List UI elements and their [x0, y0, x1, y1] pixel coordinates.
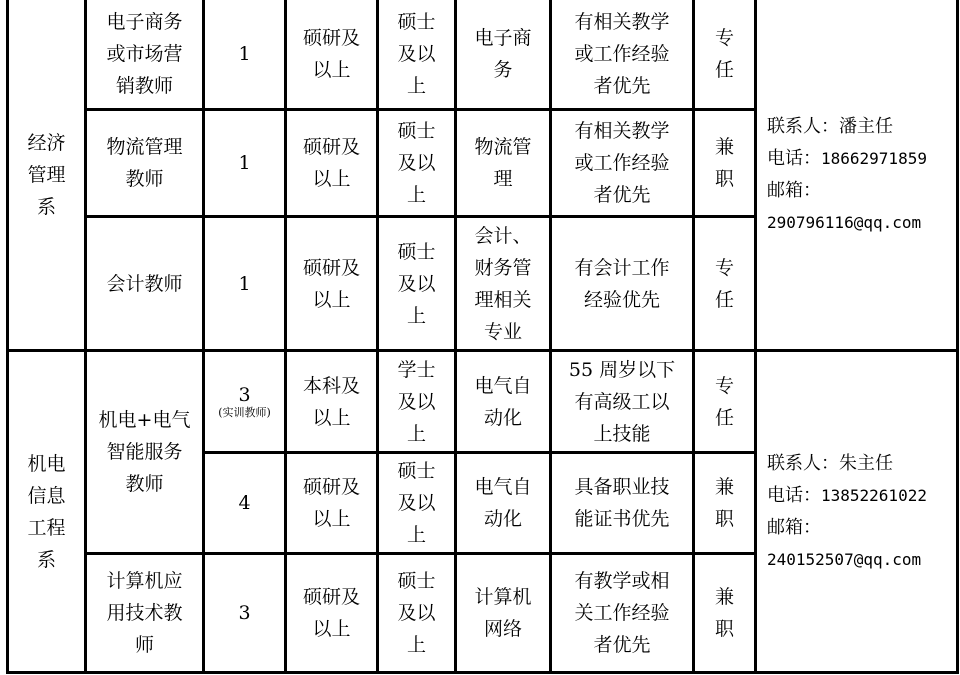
count-cell: 3: [204, 554, 286, 673]
department-name: 机电 信息 工程 系: [8, 351, 86, 673]
degree-cell: 硕士 及以 上: [378, 217, 456, 351]
position-cell: 机电+电气 智能服务 教师: [86, 351, 204, 554]
major-cell: 电气自 动化: [456, 351, 551, 453]
contact-email-label: 邮箱：: [767, 179, 821, 201]
table-row: [8, 0, 958, 110]
education-cell: 硕研及 以上: [286, 217, 378, 351]
recruitment-table: [6, 0, 959, 674]
count-cell: 3 (实训教师): [204, 351, 286, 453]
education-cell: 硕研及 以上: [286, 453, 378, 554]
employment-type-cell: 兼 职: [694, 110, 756, 217]
degree-cell: 学士 及以 上: [378, 351, 456, 453]
position-cell: 物流管理 教师: [86, 110, 204, 217]
requirement-cell: 有相关教学 或工作经验 者优先: [551, 110, 694, 217]
employment-type-cell: 专 任: [694, 0, 756, 110]
education-cell: 本科及 以上: [286, 351, 378, 453]
major-cell: 计算机 网络: [456, 554, 551, 673]
contact-email: 240152507@qq.com: [767, 549, 922, 569]
education-cell: 硕研及 以上: [286, 0, 378, 110]
department-name: 经济 管理 系: [8, 0, 86, 351]
contact-email-label: 邮箱：: [767, 516, 821, 538]
requirement-cell: 有教学或相 关工作经验 者优先: [551, 554, 694, 673]
requirement-cell: 有会计工作 经验优先: [551, 217, 694, 351]
degree-cell: 硕士 及以 上: [378, 0, 456, 110]
position-cell: 电子商务 或市场营 销教师: [86, 0, 204, 110]
major-cell: 物流管 理: [456, 110, 551, 217]
requirement-cell: 55 周岁以下 有高级工以 上技能: [551, 351, 694, 453]
employment-type-cell: 专 任: [694, 351, 756, 453]
education-cell: 硕研及 以上: [286, 110, 378, 217]
count-cell: 4: [204, 453, 286, 554]
contact-person: 联系人：潘主任: [767, 115, 893, 137]
requirement-cell: 具备职业技 能证书优先: [551, 453, 694, 554]
contact-cell: [756, 0, 958, 351]
count-cell: 1: [204, 110, 286, 217]
employment-type-cell: 兼 职: [694, 453, 756, 554]
count-cell: 1: [204, 217, 286, 351]
count-cell: 1: [204, 0, 286, 110]
contact-person: 联系人：朱主任: [767, 452, 893, 474]
contact-cell: [756, 351, 958, 673]
requirement-cell: 有相关教学 或工作经验 者优先: [551, 0, 694, 110]
major-cell: 电子商 务: [456, 0, 551, 110]
employment-type-cell: 兼 职: [694, 554, 756, 673]
major-cell: 电气自 动化: [456, 453, 551, 554]
table-row: [8, 351, 958, 453]
degree-cell: 硕士 及以 上: [378, 554, 456, 673]
degree-cell: 硕士 及以 上: [378, 453, 456, 554]
education-cell: 硕研及 以上: [286, 554, 378, 673]
position-cell: 会计教师: [86, 217, 204, 351]
contact-email: 290796116@qq.com: [767, 212, 922, 232]
contact-phone: 电话：13852261022: [767, 484, 927, 506]
count-note: (实训教师): [218, 405, 271, 419]
major-cell: 会计、 财务管 理相关 专业: [456, 217, 551, 351]
degree-cell: 硕士 及以 上: [378, 110, 456, 217]
contact-phone: 电话：18662971859: [767, 147, 927, 169]
position-cell: 计算机应 用技术教 师: [86, 554, 204, 673]
employment-type-cell: 专 任: [694, 217, 756, 351]
